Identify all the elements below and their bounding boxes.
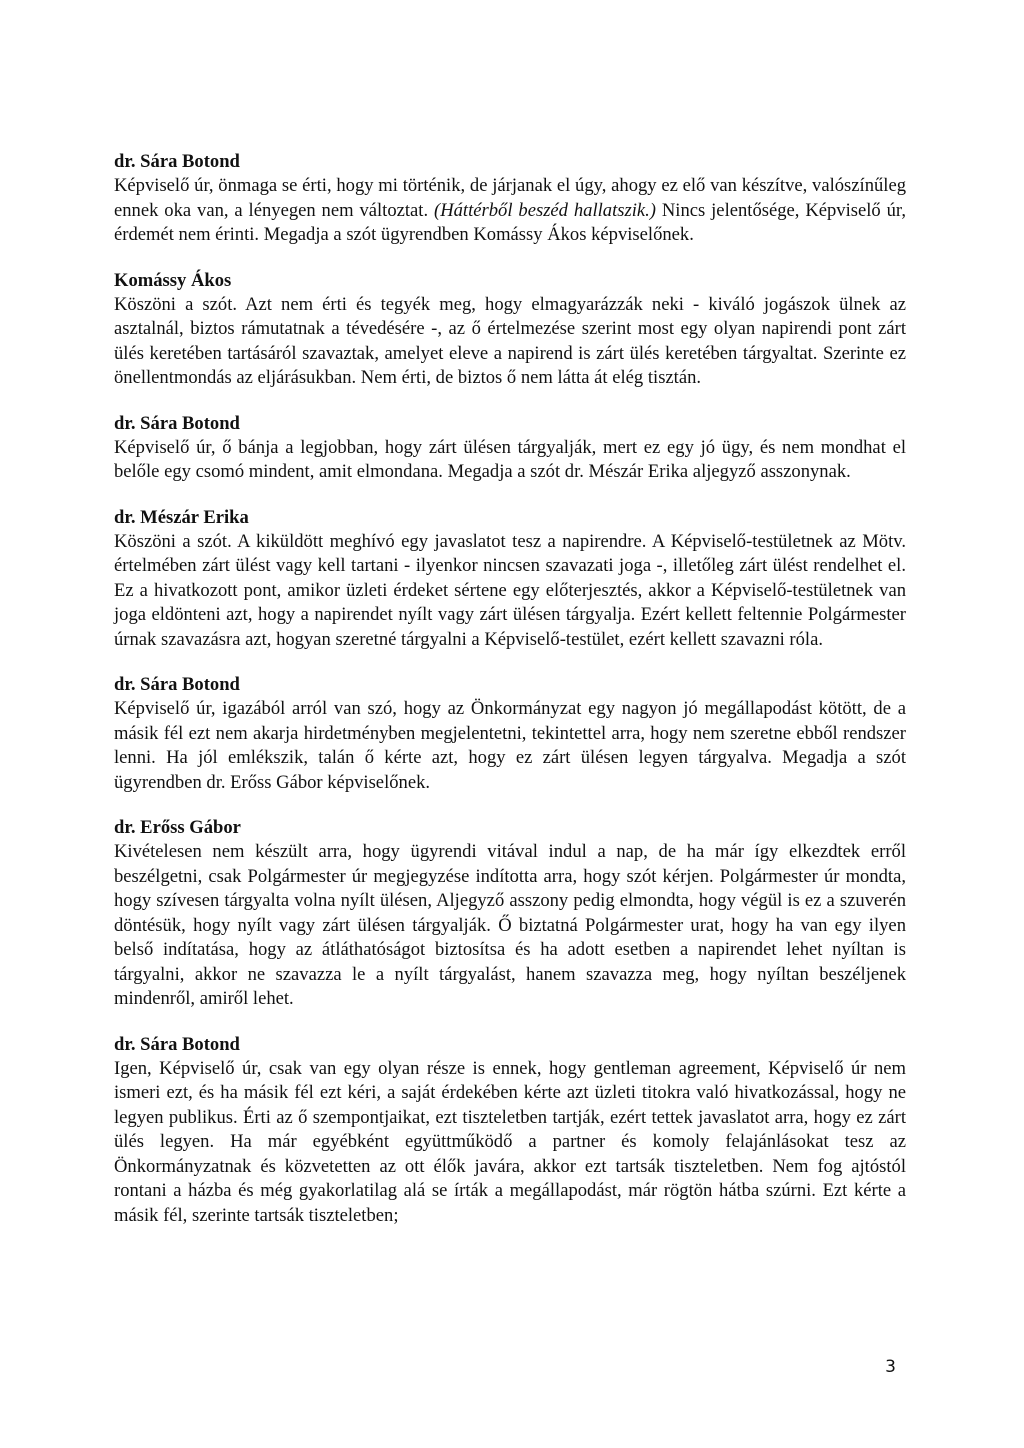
speech-block <box>114 412 906 485</box>
speaker-name: dr. Sára Botond <box>114 412 240 434</box>
speaker-name: Komássy Ákos <box>114 269 232 291</box>
speech-block <box>114 816 906 1012</box>
speaker-name: dr. Mészár Erika <box>114 506 249 528</box>
speech-text <box>114 1057 906 1229</box>
document-page <box>114 150 906 1249</box>
speech-text-segment: Képviselő úr, ő bánja a legjobban, hogy zárt ülésen tárgyalják, mert ez egy jó ügy, és nem mondhat el belőle egy csomó mindent, amit elmondana. Megadja a szót dr. Mészár Erika aljegyző asszonynak. <box>114 436 906 482</box>
speaker-name: dr. Sára Botond <box>114 1033 240 1055</box>
speech-text-segment: Kivételesen nem készült arra, hogy ügyrendi vitával indul a nap, de ha már így elkezdtek erről beszélgetni, csak Polgármester úr megjegyzése indította arra, hogy szót kérjen. Polgármester úr mondta, hogy szívesen tárgyalta volna nyílt ülésen, Aljegyző asszony pedig elmondta, hogy végül is ez a szuverén döntésük, hogy nyílt vagy zárt ülésen tárgyalják. Ő biztatná Polgármester urat, hogy ha van egy ilyen belső indítatása, hogy az átláthatóságot biztosítsa és ha adott esetben a napirendet lehet nyíltan is tárgyalni, akkor ne szavazza le a nyílt tárgyalást, hanem szavazza meg, hogy nyíltan beszéljenek mindenről, amiről lehet. <box>114 841 906 1009</box>
speech-text <box>114 697 906 795</box>
speech-text <box>114 293 906 391</box>
speech-block <box>114 150 906 248</box>
speech-text-segment: Képviselő úr, igazából arról van szó, hogy az Önkormányzat egy nagyon jó megállapodást kötött, de a másik fél ezt nem akarja hirdetményben megjelentetni, tekintettel arra, hogy nem szeretne ebből rendszer lenni. Ha jól emlékszik, talán ő kérte azt, hogy ez zárt ülésen legyen tárgyalva. Megadja a szót ügyrendben dr. Erőss Gábor képviselőnek. <box>114 698 906 793</box>
page-number: 3 <box>885 1357 896 1377</box>
speech-text <box>114 436 906 485</box>
speech-text-segment: Igen, Képviselő úr, csak van egy olyan része is ennek, hogy gentleman agreement, Képviselő úr nem ismeri ezt, és ha másik fél ezt kéri, a saját érdekében kérte azt üzleti titokra való hivatkozással, hogy ne legyen publikus. Érti az ő szempontjaikat, ezt tiszteletben tartják, ezért tettek javaslatot arra, hogy ez zárt ülés legyen. Ha már egyébként együttműködő a partner és komoly felajánlásokat tesz az Önkormányzatnak és közvetetten az ott élők javára, akkor ezt tartsák tiszteletben. Nem fog ajtóstól rontani a házba és még gyakorlatilag alá se írták a megállapodást, már rögtön hátba szúrni. Ezt kérte a másik fél, szerinte tartsák tiszteletben; <box>114 1057 906 1226</box>
speech-block <box>114 506 906 653</box>
speech-text-segment: Köszöni a szót. Azt nem érti és tegyék meg, hogy elmagyarázzák neki - kiváló jogászok ülnek az asztalnál, biztos rámutatnak a tévedésére -, az ő értelmezése szerint most egy olyan napirendi pont zárt ülés keretében tartásáról szavaztak, amelyet eleve a napirend is zárt ülés keretében tárgyaltat. Szerinte ez önellentmondás az eljárásukban. Nem érti, de biztos ő nem látta át elég tisztán. <box>114 293 906 388</box>
speech-text-italic: (Háttérből beszéd hallatszik.) <box>434 199 656 221</box>
speech-text <box>114 530 906 653</box>
speech-text-segment: Köszöni a szót. A kiküldött meghívó egy javaslatot tesz a napirendre. A Képviselő-testületnek az Mötv. értelmében zárt ülést vagy kell tartani - ilyenkor nincsen szavazati joga -, illetőleg zárt ülést rendelhet el. Ez a hivatkozott pont, amikor üzleti érdeket sértene egy előterjesztés, akkor a Képviselő-testületnek van joga eldönteni azt, hogy a napirendet nyílt vagy zárt ülésen tárgyalja. Ezért kellett feltennie Polgármester úrnak szavazásra azt, hogyan szeretné tárgyalni a Képviselő-testület, ezért kellett szavazni róla. <box>114 530 906 650</box>
speech-text <box>114 174 906 248</box>
speaker-name: dr. Sára Botond <box>114 151 240 172</box>
speech-text-segment: Nincs jelentősége, Képviselő úr, érdemét nem érinti. Megadja a szót ügyrendben Komássy Ákos képviselőnek. <box>114 199 906 245</box>
speaker-name: dr. Erőss Gábor <box>114 817 241 838</box>
speech-text-segment: Képviselő úr, önmaga se érti, hogy mi történik, de járjanak el úgy, ahogy ez elő van készítve, valószínűleg ennek oka van, a lényegen nem változtat. <box>114 175 906 221</box>
speech-block <box>114 673 906 795</box>
speech-block <box>114 269 906 391</box>
speech-block <box>114 1033 906 1229</box>
speech-text <box>114 840 906 1012</box>
speaker-name: dr. Sára Botond <box>114 674 240 695</box>
